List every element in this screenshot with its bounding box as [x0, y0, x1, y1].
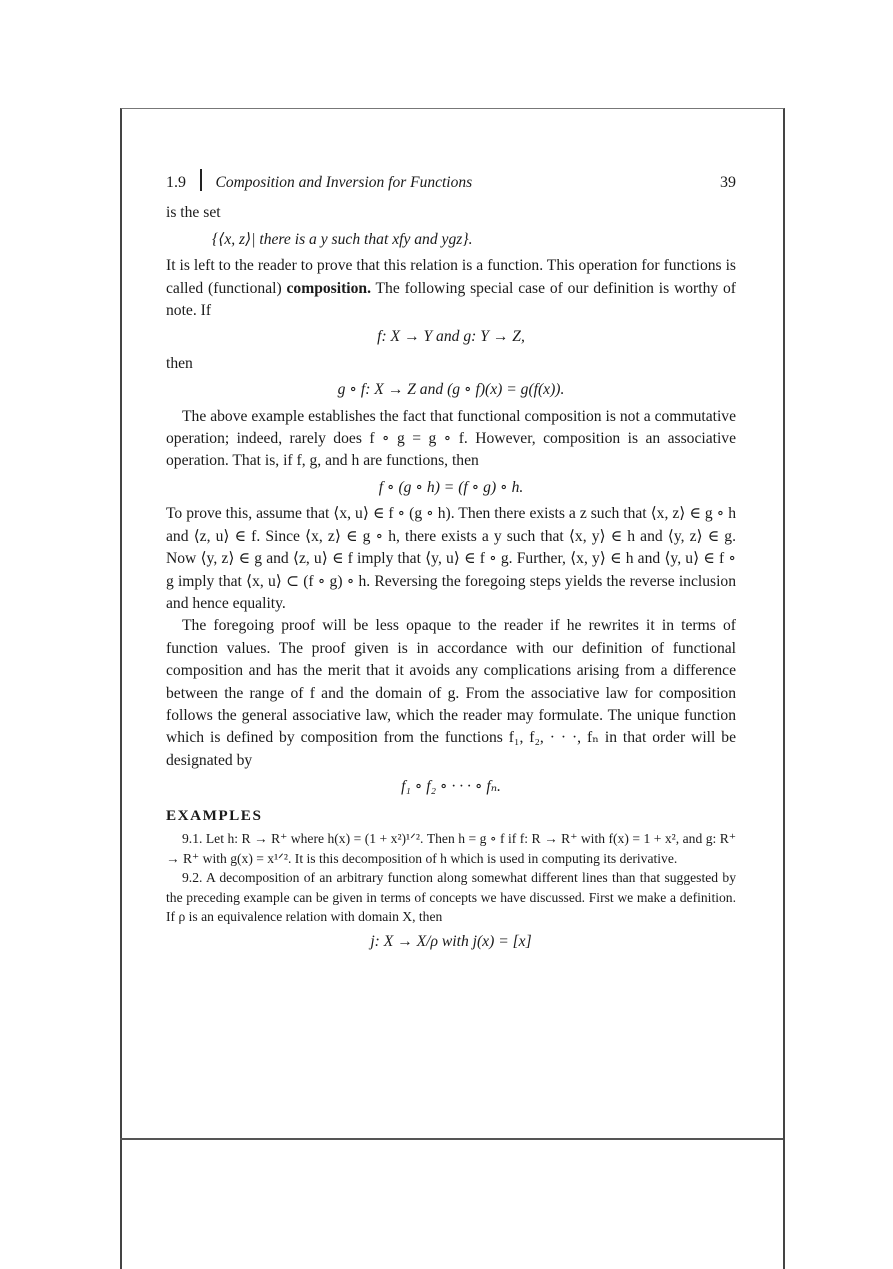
examples-heading: EXAMPLES: [166, 806, 263, 824]
example-9-1: 9.1. Let h: R → R⁺ where h(x) = (1 + x²)¹ᐟ². Then h = g ∘ f if f: R → R⁺ with f(x) = 1 + x², and g: R⁺ → R⁺ with g(x) = x¹ᐟ². It is this decomposition of h which is used in computing its derivative.: [166, 830, 736, 866]
display-general-composition: f₁ ∘ f₂ ∘ · · · ∘ fₙ.: [401, 778, 501, 796]
paragraph-2-text-b: The following special case of our definition is worthy of note. If: [166, 279, 736, 320]
display-associativity: f ∘ (g ∘ h) = (f ∘ g) ∘ h.: [378, 478, 524, 496]
section-number: 1.9: [166, 174, 186, 191]
page-number: 39: [720, 174, 736, 191]
paragraph-3: The above example establishes the fact that functional composition is not a commutative operation; indeed, rarely does f ∘ g = g ∘ f. However, composition is an associative operation. That is, if f, g, and h are functions, then: [166, 407, 736, 470]
chapter-title: Composition and Inversion for Functions: [215, 174, 473, 191]
header-divider: [200, 169, 202, 191]
paragraph-then: then: [166, 354, 193, 372]
paragraph-1: is the set: [166, 204, 221, 222]
paragraph-2: [166, 255, 736, 322]
display-set-definition: {⟨x, z⟩| there is a y such that xfy and ygz}.: [212, 230, 473, 248]
display-composition-formula: g ∘ f: X → Z and (g ∘ f)(x) = g(f(x)).: [337, 381, 565, 399]
paragraph-remarks: The foregoing proof will be less opaque to the reader if he rewrites it in terms of function values. The proof given is in accordance with our definition of functional composition and has the merit that it avoids any complications arising from a difference between the range of f and the domain of g. From the associative law for composition follows the general associative law, which the reader may formulate. The unique function which is defined by composition from the functions f₁, f₂, · · ·, fₙ in that order will be designated by: [166, 617, 736, 769]
term-composition: composition.: [286, 279, 371, 297]
running-header: [166, 165, 736, 194]
bottom-rule: [120, 1138, 783, 1140]
paragraph-2-text-a: It is left to the reader to prove that this relation is a function. This operation for functions is called (functional): [166, 257, 736, 297]
display-canonical-map: j: X → X/ρ with j(x) = [x]: [370, 932, 532, 950]
page-content: [166, 165, 736, 957]
example-9-2: 9.2. A decomposition of an arbitrary function along somewhat different lines than that suggested by the preceding example can be given in terms of concepts we have discussed. First we make a definition. If ρ is an equivalence relation with domain X, then: [166, 870, 736, 925]
display-function-types: f: X → Y and g: Y → Z,: [377, 328, 525, 346]
paragraph-proof: To prove this, assume that ⟨x, u⟩ ∈ f ∘ (g ∘ h). Then there exists a z such that ⟨x, z⟩ ∈ g ∘ h and ⟨z, u⟩ ∈ f. Since ⟨x, z⟩ ∈ g ∘ h, there exists a y such that ⟨x, y⟩ ∈ h and ⟨y, z⟩ ∈ g. Now ⟨y, z⟩ ∈ g and ⟨z, u⟩ ∈ f imply that ⟨y, u⟩ ∈ f ∘ g. Further, ⟨x, y⟩ ∈ h and ⟨y, u⟩ ∈ f ∘ g imply that ⟨x, u⟩ ⊂ (f ∘ g) ∘ h. Reversing the foregoing steps yields the reverse inclusion and hence equality.: [166, 505, 736, 612]
